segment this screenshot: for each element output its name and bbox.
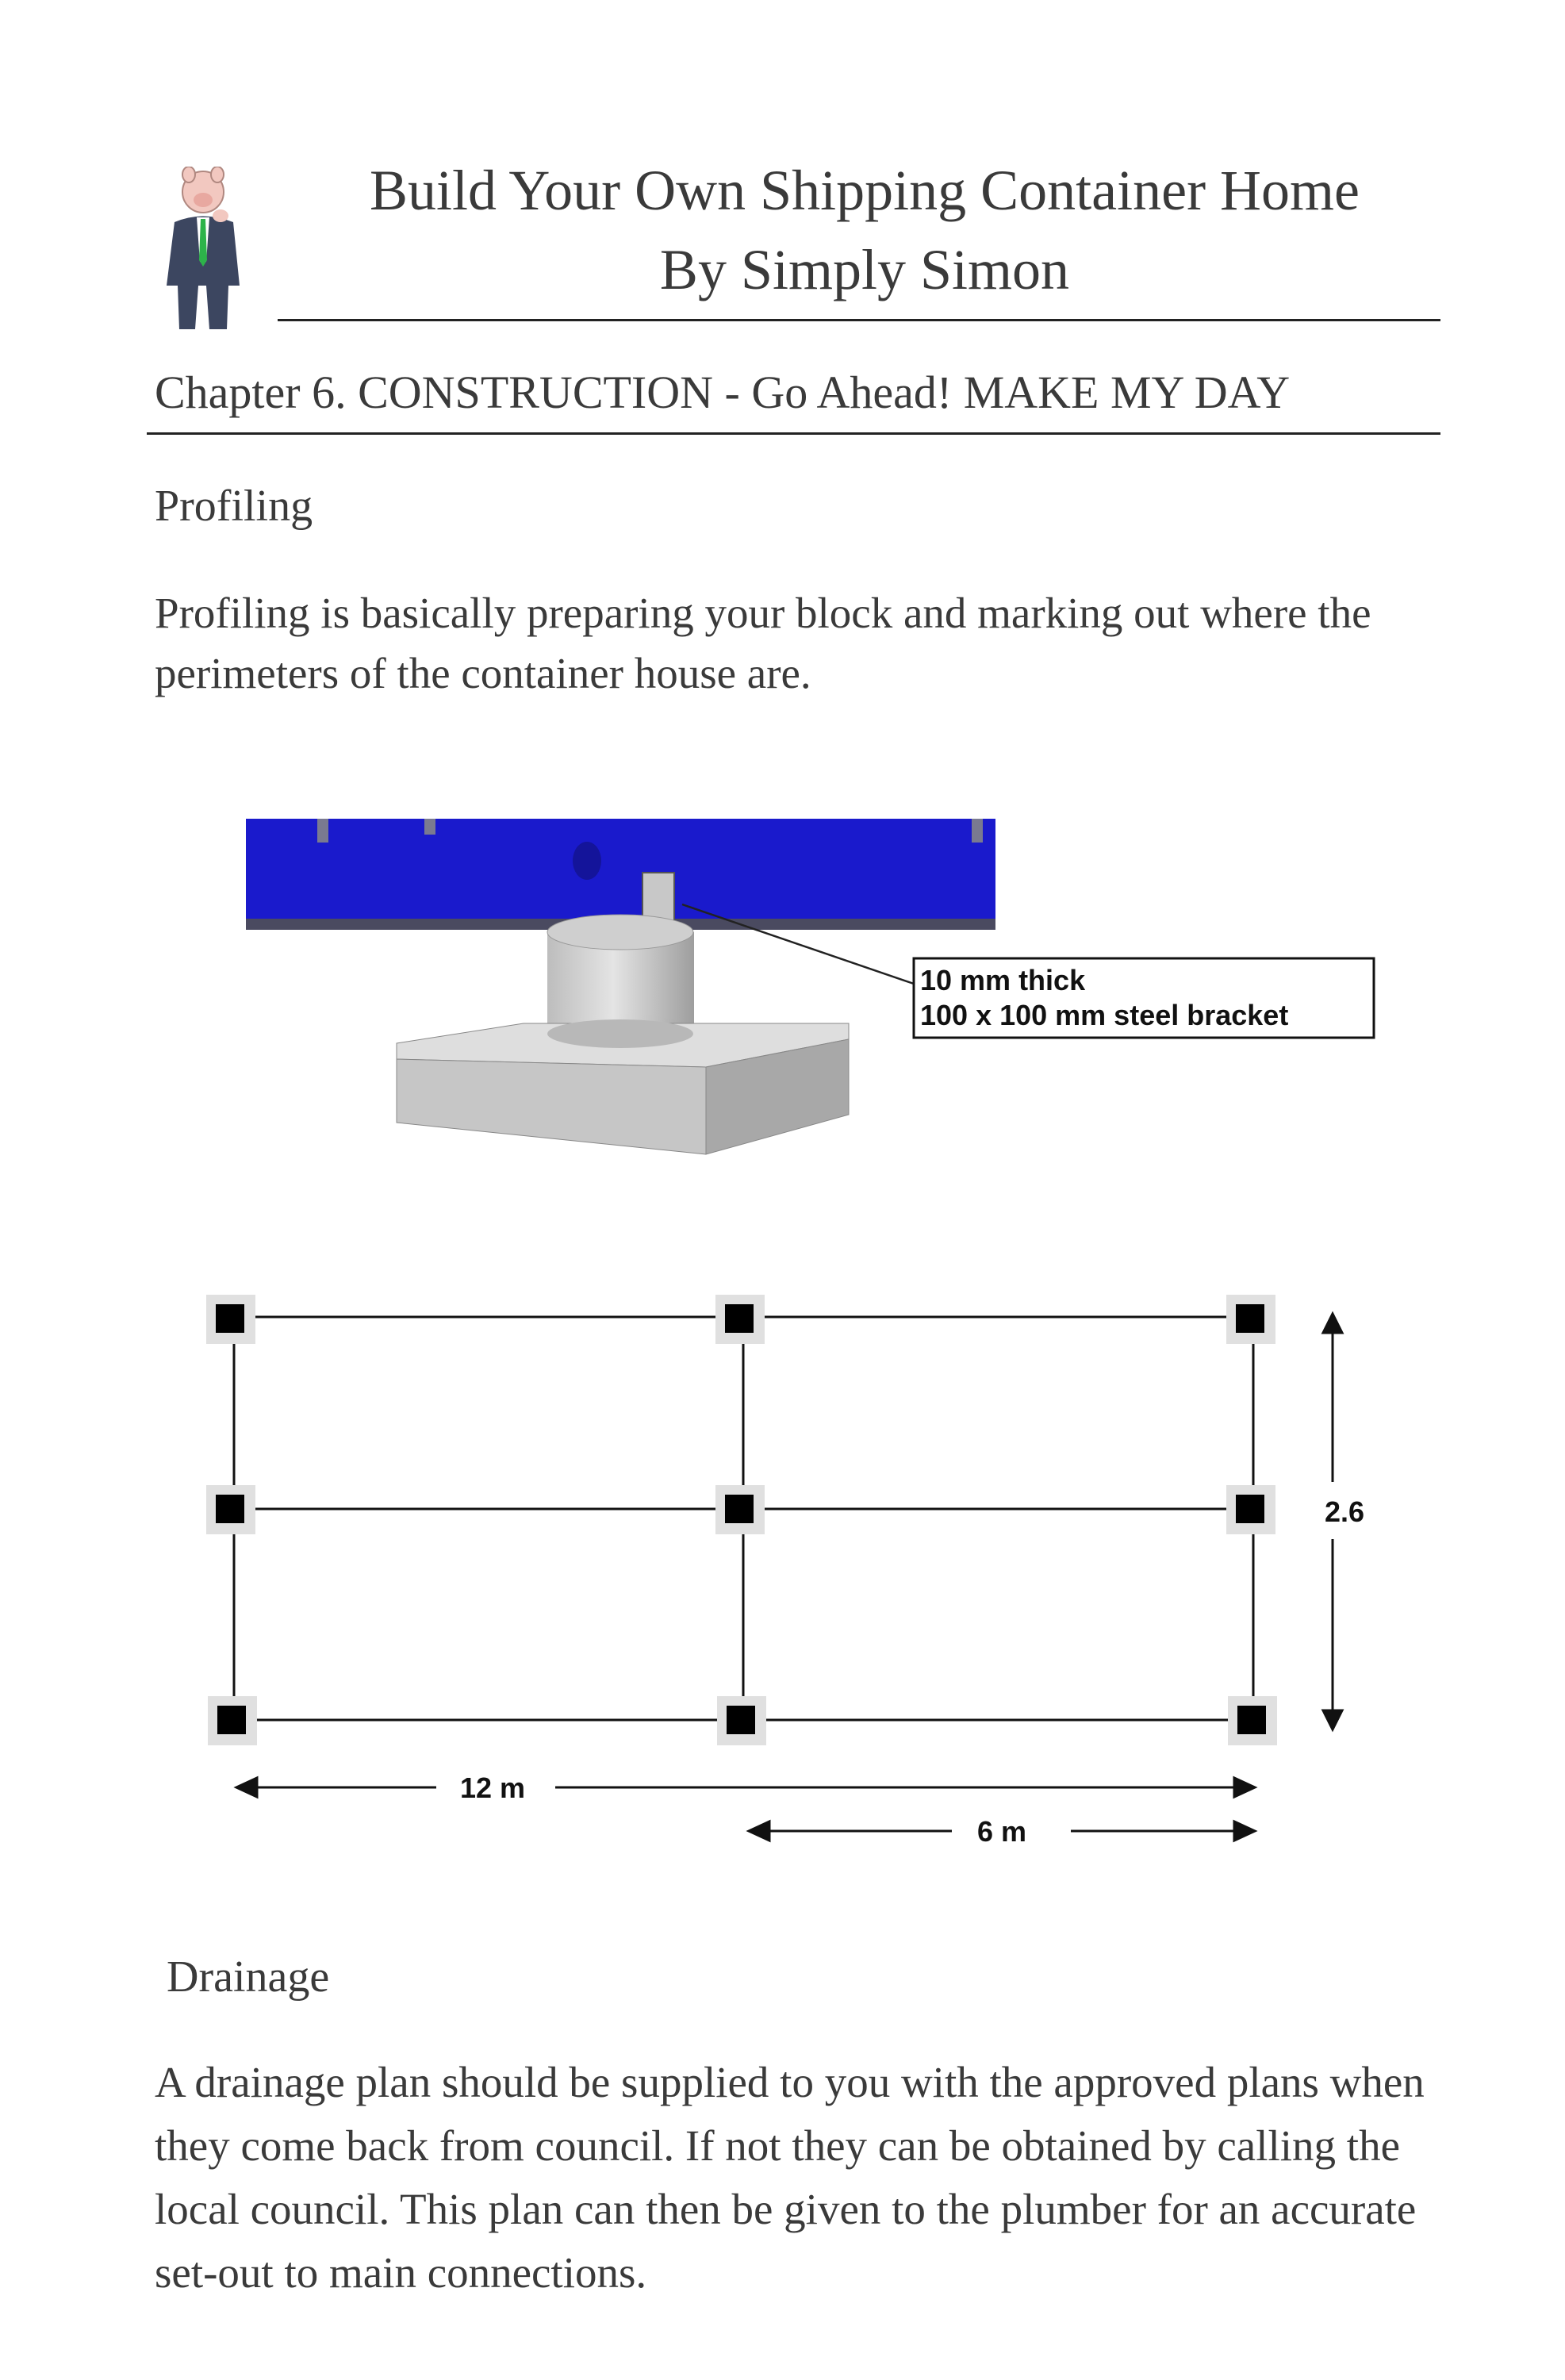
footing-layout-plan (190, 1269, 1412, 1872)
drainage-heading: Drainage (167, 1952, 330, 2002)
width-dimension-arrow (236, 1778, 1255, 1797)
width-dimension-label: 12 m (460, 1772, 526, 1804)
drainage-paragraph: A drainage plan should be supplied to you with the approved plans when they come back from council. If not they can be obtained by calling the local council. This plan can then be given to the plumber for an accurate set-out to main connections. (155, 2058, 1425, 2297)
chapter-heading (155, 361, 1463, 424)
mascot-figure-icon (157, 167, 254, 333)
chapter-prefix: Chapter 6. CONSTRUCTION - (155, 367, 752, 418)
book-author: By Simply Simon (659, 238, 1070, 301)
footing-diagram (238, 801, 1396, 1174)
depth-dimension-label: 2.6 (1325, 1495, 1365, 1528)
chapter-divider (147, 432, 1440, 435)
callout-line-2: 100 x 100 mm steel bracket (920, 999, 1289, 1031)
container-body (246, 819, 995, 927)
chapter-subtitle: Go Ahead! MAKE MY DAY (751, 367, 1291, 418)
profiling-heading: Profiling (155, 482, 313, 531)
footing-marker-row-1 (206, 1295, 1275, 1344)
half-width-dimension-label: 6 m (977, 1815, 1027, 1848)
callout-line-1: 10 mm thick (920, 964, 1086, 996)
profiling-paragraph: Profiling is basically preparing your block and marking out where the perimeters of the container house are. (155, 589, 1371, 697)
book-title: Build Your Own Shipping Container Home (369, 159, 1360, 222)
title-divider (278, 319, 1440, 321)
